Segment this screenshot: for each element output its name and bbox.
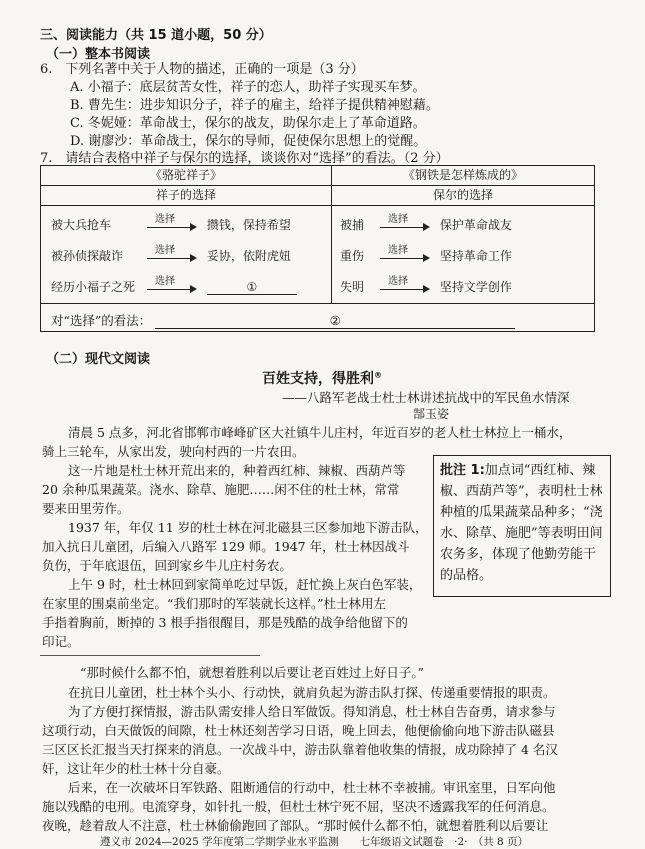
arrow-icon: 选择 xyxy=(147,281,197,295)
q6-option-d: D. 谢廖沙：革命战士，保尔的导师，促使保尔思想上的觉醒。 xyxy=(70,134,427,149)
article-line: 施以残酷的电刑。电流穿身，如针扎一般，但杜士林宁死不屈，坚决不透露我军的任何消息。 xyxy=(42,799,555,814)
part2-title: （二）现代文阅读 xyxy=(46,352,151,367)
annotation-text: 加点词“西红柿、辣椒、西葫芦等”，表明杜士林种植的瓜果蔬菜品种多；“浇水、除草、施肥”等表明田间农务多，体现了他勤劳能干的品格。 xyxy=(440,463,603,583)
paul-row: 被捕 选择 保护革命战友 xyxy=(340,213,512,232)
xiangzi-row: 被大兵抢车 选择 攒钱，保持希望 xyxy=(51,213,291,232)
choice-table xyxy=(40,165,595,332)
article-line: 在抗日儿童团，杜士林个头小、行动快，就肩负起为游击队打探、传递重要情报的职责。 xyxy=(68,685,556,700)
q6-option-a: A. 小福子：底层贫苦女性，祥子的恋人，助祥子实现买车梦。 xyxy=(70,80,426,95)
q6-option-b: B. 曹先生：进步知识分子，祥子的雇主，给祥子提供精神慰藉。 xyxy=(70,98,439,113)
article-line: 20 余种瓜果蔬菜。浇水、除草、施肥……闲不住的杜士林，常常 xyxy=(42,482,400,497)
article-line: 奸，这让年少的杜士林十分自豪。 xyxy=(42,761,230,776)
article-line: 夜晚，趁着敌人不注意，杜士林偷偷跑回了部队。“那时候什么都不怕，就想着胜利以后要让 xyxy=(42,818,549,833)
annotation-box xyxy=(433,455,611,597)
article-line: 印记。 xyxy=(42,634,80,649)
arrow-icon: 选择 xyxy=(380,219,430,233)
xiangzi-choices xyxy=(41,206,332,304)
article-line: 三区区长汇报当天打探来的消息。一次战斗中，游击队靠着他收集的情报，成功除掉了 4 名汉 xyxy=(42,742,558,757)
paul-header: 保尔的选择 xyxy=(332,186,595,206)
article-line: 加入抗日儿童团，后编入八路军 129 师。1947 年，杜士林因战斗 xyxy=(42,539,410,554)
answer-blank-1[interactable]: ① xyxy=(207,280,297,295)
q7-stem: 7. 请结合表格中祥子与保尔的选择，谈谈你对“选择”的看法。（2 分） xyxy=(40,151,449,166)
annotation-label: 批注 1: xyxy=(440,463,485,478)
article-line: 骑上三轮车，从家出发，驶向村西的一片农田。 xyxy=(42,444,305,459)
paul-row: 重伤 选择 坚持革命工作 xyxy=(340,244,512,263)
arrow-icon: 选择 xyxy=(380,281,430,295)
article-subtitle: ——八路军老战士杜士林讲述抗战中的军民鱼水情深 xyxy=(282,390,570,405)
article-line: 清晨 5 点多，河北省邯郸市峰峰矿区大社镇牛儿庄村，年近百岁的老人杜士林拉上一桶水， xyxy=(68,425,572,440)
q6-option-c: C. 冬妮娅：革命战士，保尔的战友，助保尔走上了革命道路。 xyxy=(70,116,426,131)
article-line: 后来，在一次破坏日军铁路、阻断通信的行动中，杜士林不幸被捕。审讯室里，日军向他 xyxy=(68,780,556,795)
answer-blank-2[interactable]: ② xyxy=(155,313,515,329)
paul-choices xyxy=(332,206,595,304)
view-label: 对“选择”的看法： xyxy=(51,313,152,328)
article-line: 为了方便打探情报，游击队需安排人给日军做饭。得知消息，杜士林自告奋勇，请求参与 xyxy=(68,704,556,719)
article-quote: “那时候什么都不怕，就想着胜利以后要让老百姓过上好日子。” xyxy=(80,665,425,680)
xiangzi-header: 祥子的选择 xyxy=(41,186,332,206)
arrow-icon: 选择 xyxy=(147,250,197,264)
paul-row: 失明 选择 坚持文学创作 xyxy=(340,275,512,294)
article-line: 上午 9 时，杜士林回到家简单吃过早饭，赶忙换上灰白色军装， xyxy=(68,577,422,592)
article-line: 1937 年，年仅 11 岁的杜士林在河北磁县三区参加地下游击队， xyxy=(68,520,428,535)
arrow-icon: 选择 xyxy=(147,219,197,233)
article-line: 要来田里劳作。 xyxy=(42,501,130,516)
divider xyxy=(40,655,260,656)
article-title: 百姓支持，得胜利® xyxy=(262,370,382,387)
part1-title: （一）整本书阅读 xyxy=(46,47,151,62)
article-line: 这项行动，白天做饭的间隙，杜士林还刻苦学习日语，晚上回去，他便偷偷向地下游击队磁县 xyxy=(42,723,555,738)
arrow-icon: 选择 xyxy=(380,250,430,264)
view-row xyxy=(41,304,595,332)
page-footer: 遵义市 2024—2025 学年度第二学期学业水平监测 七年级语文试题卷 ·2· （共 8 页） xyxy=(100,836,529,848)
article-author: 郜玉姿 xyxy=(413,407,450,421)
q6-stem: 6. 下列名著中关于人物的描述，正确的一项是（3 分） xyxy=(40,62,364,77)
xiangzi-row: 经历小福子之死 选择 ① xyxy=(51,278,297,295)
article-line: 负伤，于年底退伍，回到家乡牛儿庄村务农。 xyxy=(42,558,293,573)
xiangzi-row: 被孙侦探敲诈 选择 妥协，依附虎妞 xyxy=(51,244,291,263)
article-line: 手指着胸前，断掉的 3 根手指很醒目，那是残酷的战争给他留下的 xyxy=(42,615,408,630)
book1-title: 《骆驼祥子》 xyxy=(41,166,332,186)
article-line: 这一片地是杜士林开荒出来的，种着西红柿、辣椒、西葫芦等 xyxy=(68,463,406,478)
section-title: 三、阅读能力（共 15 道小题，50 分） xyxy=(40,28,272,43)
article-line: 在家里的围桌前坐定。“我们那时的军装就长这样。”杜士林用左 xyxy=(42,596,387,611)
book2-title: 《钢铁是怎样炼成的》 xyxy=(332,166,595,186)
